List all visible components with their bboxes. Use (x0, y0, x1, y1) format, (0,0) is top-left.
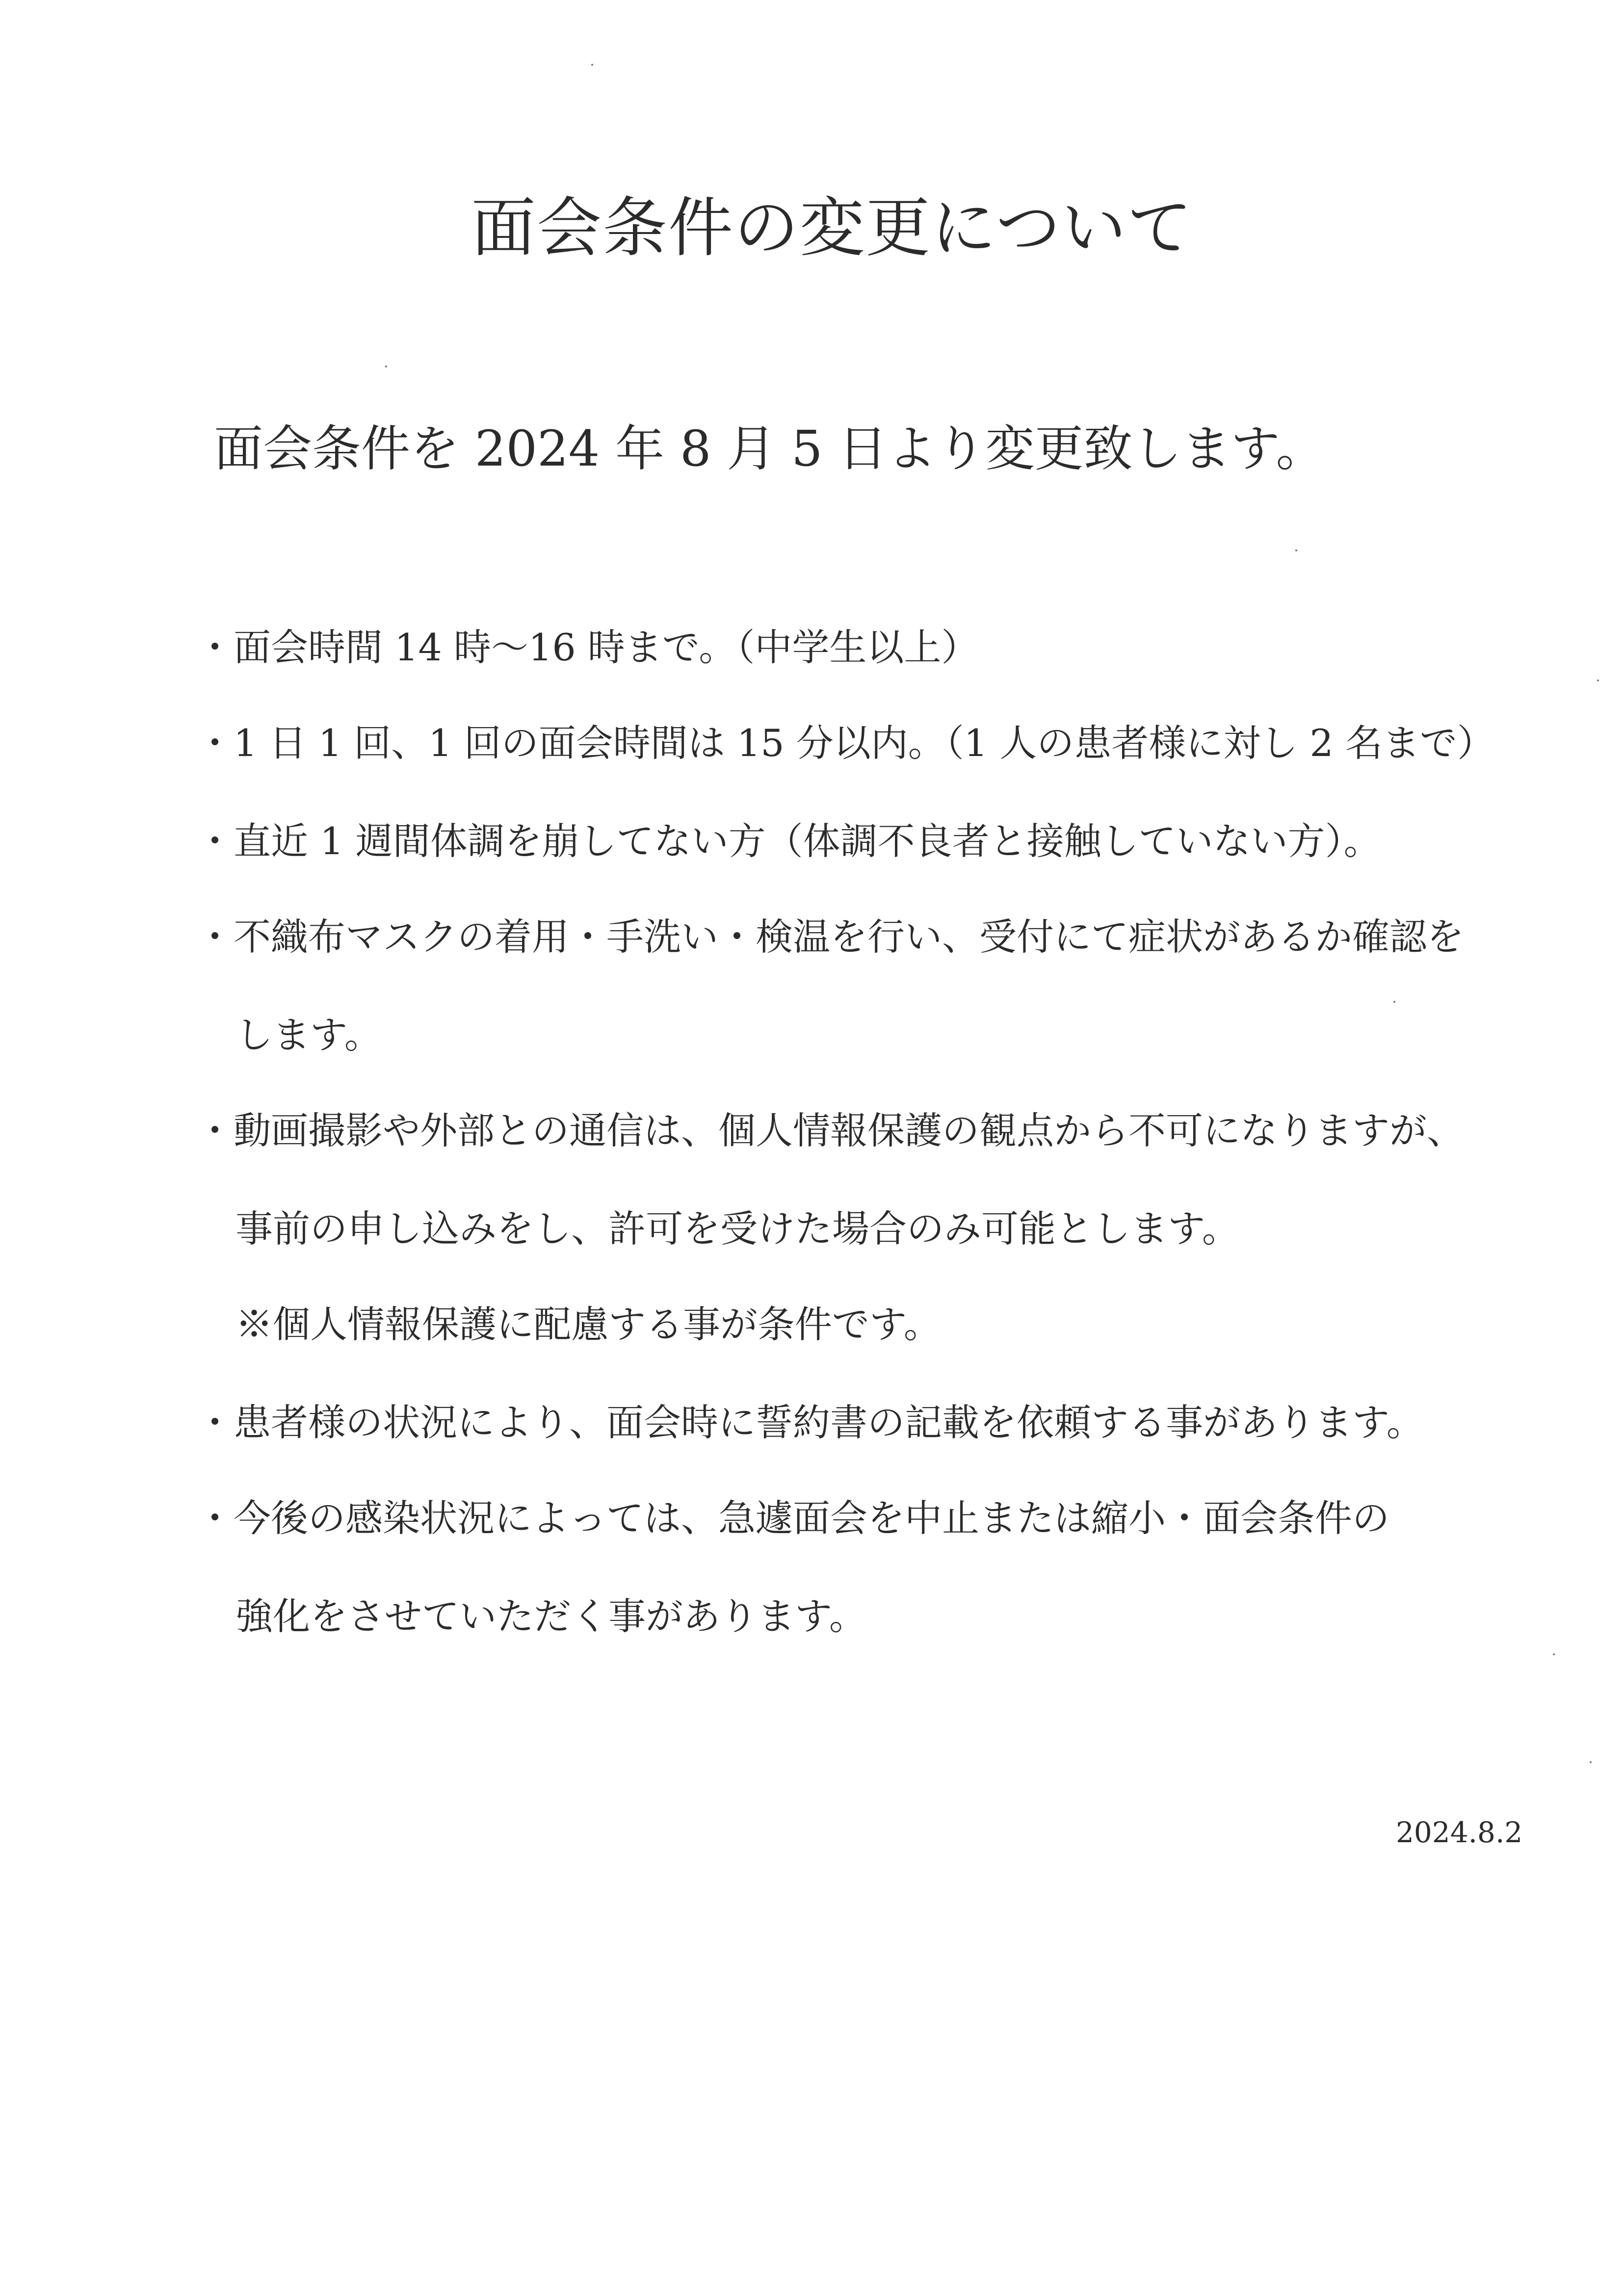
scan-speck (1590, 1761, 1592, 1763)
list-item: ・1 日 1 回、1 回の面会時間は 15 分以内。（1 人の患者様に対し 2 名まで） (196, 721, 1494, 765)
list-item: ・直近 1 週間体調を崩してない方（体調不良者と接触していない方）。 (196, 819, 1381, 863)
list-item: ・不織布マスクの着用・手洗い・検温を行い、受付にて症状があるか確認を (196, 915, 1464, 959)
list-item: ・面会時間 14 時〜16 時まで。（中学生以上） (196, 626, 979, 669)
list-item-continuation: 強化をさせていただく事があります。 (236, 1594, 866, 1638)
scan-speck (1393, 1001, 1395, 1003)
list-item: ・今後の感染状況によっては、急遽面会を中止または縮小・面会条件の (196, 1496, 1389, 1540)
document-title: 面会条件の変更について (471, 190, 1193, 266)
scan-speck (1553, 1653, 1555, 1655)
list-item-continuation: します。 (236, 1013, 382, 1057)
scan-speck (591, 64, 593, 66)
list-item: ・動画撮影や外部との通信は、個人情報保護の観点から不可になりますが、 (196, 1109, 1464, 1152)
list-item-continuation: 事前の申し込みをし、許可を受けた場合のみ可能とします。 (236, 1207, 1239, 1251)
intro-statement: 面会条件を 2024 年 8 月 5 日より変更致します。 (214, 420, 1325, 477)
scan-speck (385, 365, 387, 367)
note-line: ※個人情報保護に配慮する事が条件です。 (236, 1303, 941, 1346)
scan-speck (1597, 679, 1599, 681)
document-date: 2024.8.2 (1396, 1816, 1523, 1849)
scan-speck (1295, 549, 1297, 551)
list-item: ・患者様の状況により、面会時に誓約書の記載を依頼する事があります。 (196, 1401, 1424, 1444)
